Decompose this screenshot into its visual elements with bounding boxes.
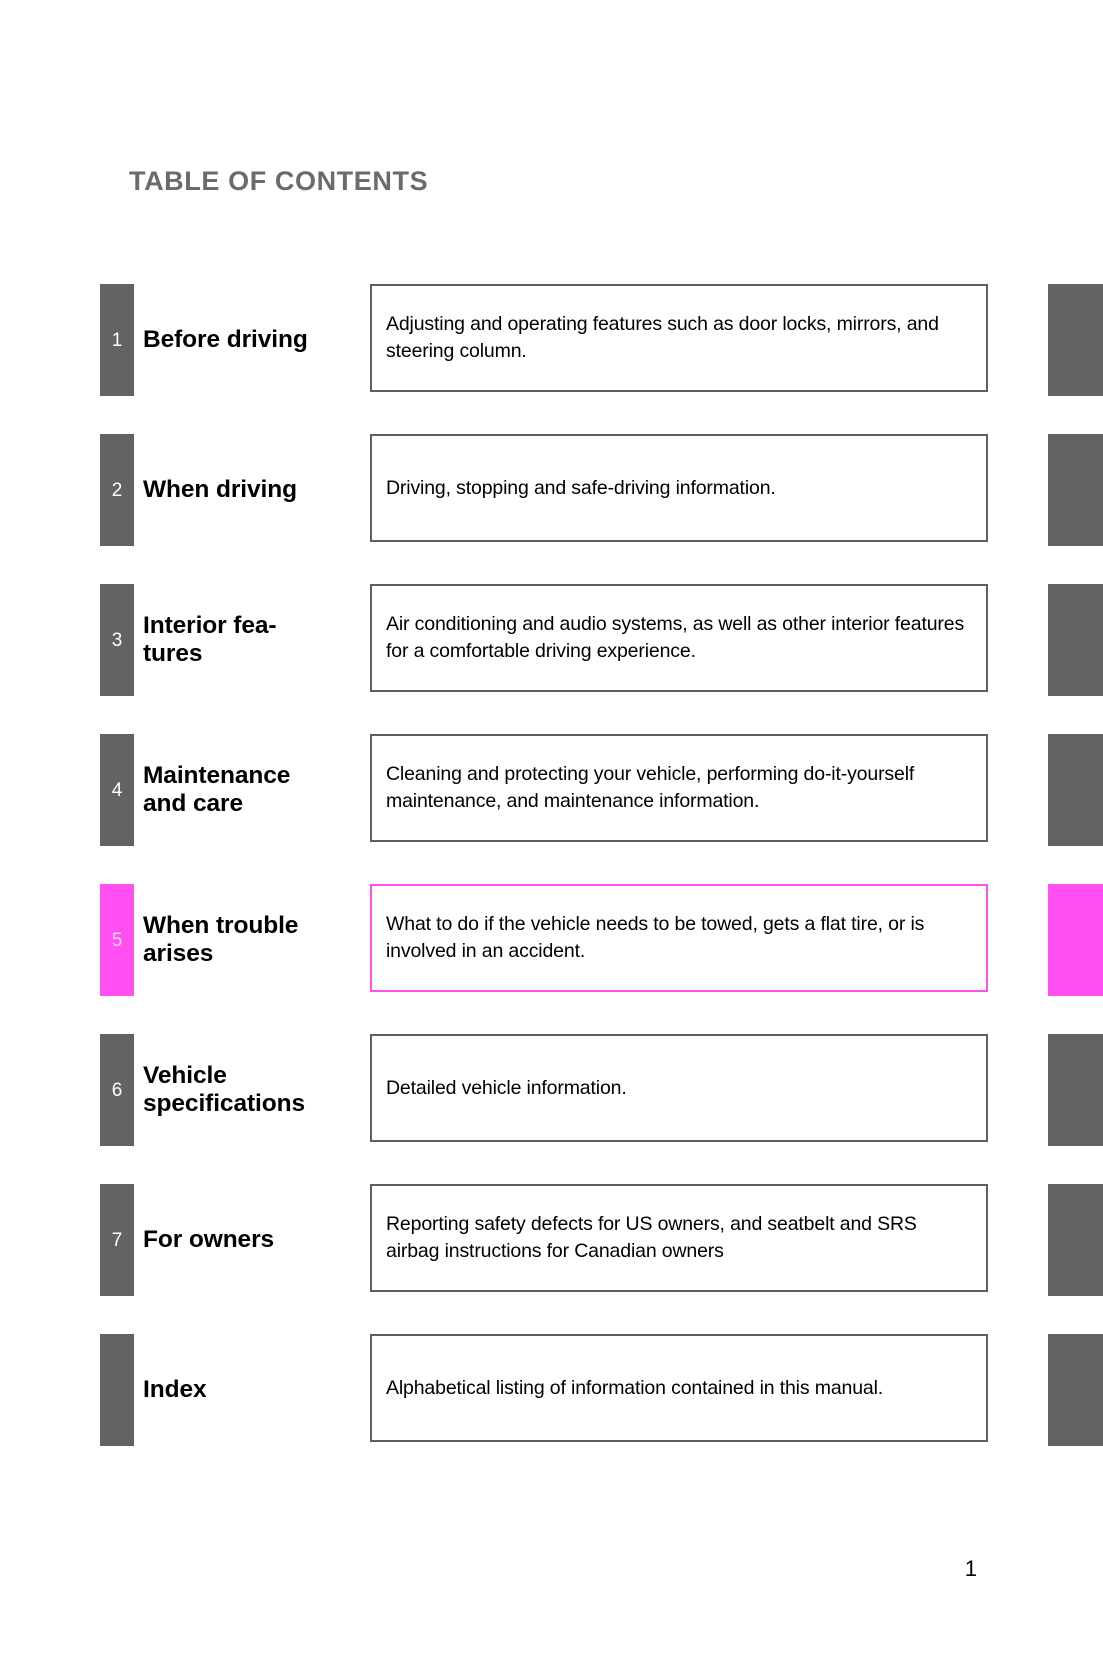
section-number-tab-2[interactable] xyxy=(100,434,134,546)
toc-row-7[interactable] xyxy=(0,1178,1103,1328)
section-title[interactable] xyxy=(143,434,358,546)
section-thumb-index-6[interactable] xyxy=(1048,1034,1103,1146)
section-description-box xyxy=(370,434,988,542)
toc-row-4[interactable] xyxy=(0,728,1103,878)
section-description-box xyxy=(370,584,988,692)
section-thumb-index-index[interactable] xyxy=(1048,1334,1103,1446)
section-description-box xyxy=(370,1034,988,1142)
section-number-tab-3[interactable] xyxy=(100,584,134,696)
section-description-text: Driving, stopping and safe-driving information. xyxy=(386,476,776,499)
section-thumb-index-4[interactable] xyxy=(1048,734,1103,846)
section-number-label: 3 xyxy=(111,629,123,651)
section-title[interactable] xyxy=(143,1034,358,1146)
toc-row-list xyxy=(0,278,1103,1478)
section-description-text: What to do if the vehicle needs to be towed, gets a flat tire, or is involved in an accident. xyxy=(386,913,925,962)
toc-row-index[interactable] xyxy=(0,1328,1103,1478)
section-description-box xyxy=(370,1184,988,1292)
section-description-text: Alphabetical listing of information contained in this manual. xyxy=(386,1376,884,1399)
section-description-box xyxy=(370,884,988,992)
section-description-box xyxy=(370,284,988,392)
section-title-label: Vehicle specifications xyxy=(143,1061,305,1117)
section-title[interactable] xyxy=(143,284,358,396)
section-number-tab-5[interactable] xyxy=(100,884,134,996)
section-number-label: 6 xyxy=(111,1079,123,1101)
page-title: TABLE OF CONTENTS xyxy=(129,166,429,196)
section-number-label: 4 xyxy=(111,779,123,801)
section-title[interactable] xyxy=(143,734,358,846)
section-description-text: Reporting safety defects for US owners, and seatbelt and SRS airbag instructions for Canadian owners xyxy=(386,1213,917,1262)
section-description-text: Adjusting and operating features such as door locks, mirrors, and steering column. xyxy=(386,313,939,362)
section-title[interactable] xyxy=(143,584,358,696)
section-title-label: Index xyxy=(143,1375,207,1403)
page-number: 1 xyxy=(964,1556,977,1581)
section-number-label: 1 xyxy=(111,329,123,351)
toc-row-5[interactable] xyxy=(0,878,1103,1028)
section-title[interactable] xyxy=(143,884,358,996)
section-number-tab-6[interactable] xyxy=(100,1034,134,1146)
toc-row-3[interactable] xyxy=(0,578,1103,728)
section-description-box xyxy=(370,1334,988,1442)
section-number-label: 5 xyxy=(111,929,123,951)
section-number-tab-index[interactable] xyxy=(100,1334,134,1446)
section-title-label: Maintenance and care xyxy=(143,761,291,817)
section-title-label: For owners xyxy=(143,1225,275,1253)
section-thumb-index-2[interactable] xyxy=(1048,434,1103,546)
section-title-label: When driving xyxy=(143,475,297,503)
toc-row-2[interactable] xyxy=(0,428,1103,578)
section-number-label: 7 xyxy=(111,1229,123,1251)
section-description-text: Air conditioning and audio systems, as well as other interior features for a comfortable driving experience. xyxy=(386,613,965,662)
section-title[interactable] xyxy=(143,1334,358,1446)
section-thumb-index-5[interactable] xyxy=(1048,884,1103,996)
toc-row-1[interactable] xyxy=(0,278,1103,428)
section-title[interactable] xyxy=(143,1184,358,1296)
section-title-label: Before driving xyxy=(143,325,308,353)
section-description-text: Detailed vehicle information. xyxy=(386,1076,627,1099)
section-description-text: Cleaning and protecting your vehicle, performing do-it-yourself maintenance, and maintenance information. xyxy=(386,763,915,812)
toc-row-6[interactable] xyxy=(0,1028,1103,1178)
section-number-label: 2 xyxy=(111,479,123,501)
section-number-tab-1[interactable] xyxy=(100,284,134,396)
section-number-tab-4[interactable] xyxy=(100,734,134,846)
section-thumb-index-7[interactable] xyxy=(1048,1184,1103,1296)
section-title-label: When trouble arises xyxy=(143,911,299,967)
section-thumb-index-3[interactable] xyxy=(1048,584,1103,696)
section-description-box xyxy=(370,734,988,842)
section-number-tab-7[interactable] xyxy=(100,1184,134,1296)
section-thumb-index-1[interactable] xyxy=(1048,284,1103,396)
section-title-label: Interior fea- tures xyxy=(143,611,277,667)
